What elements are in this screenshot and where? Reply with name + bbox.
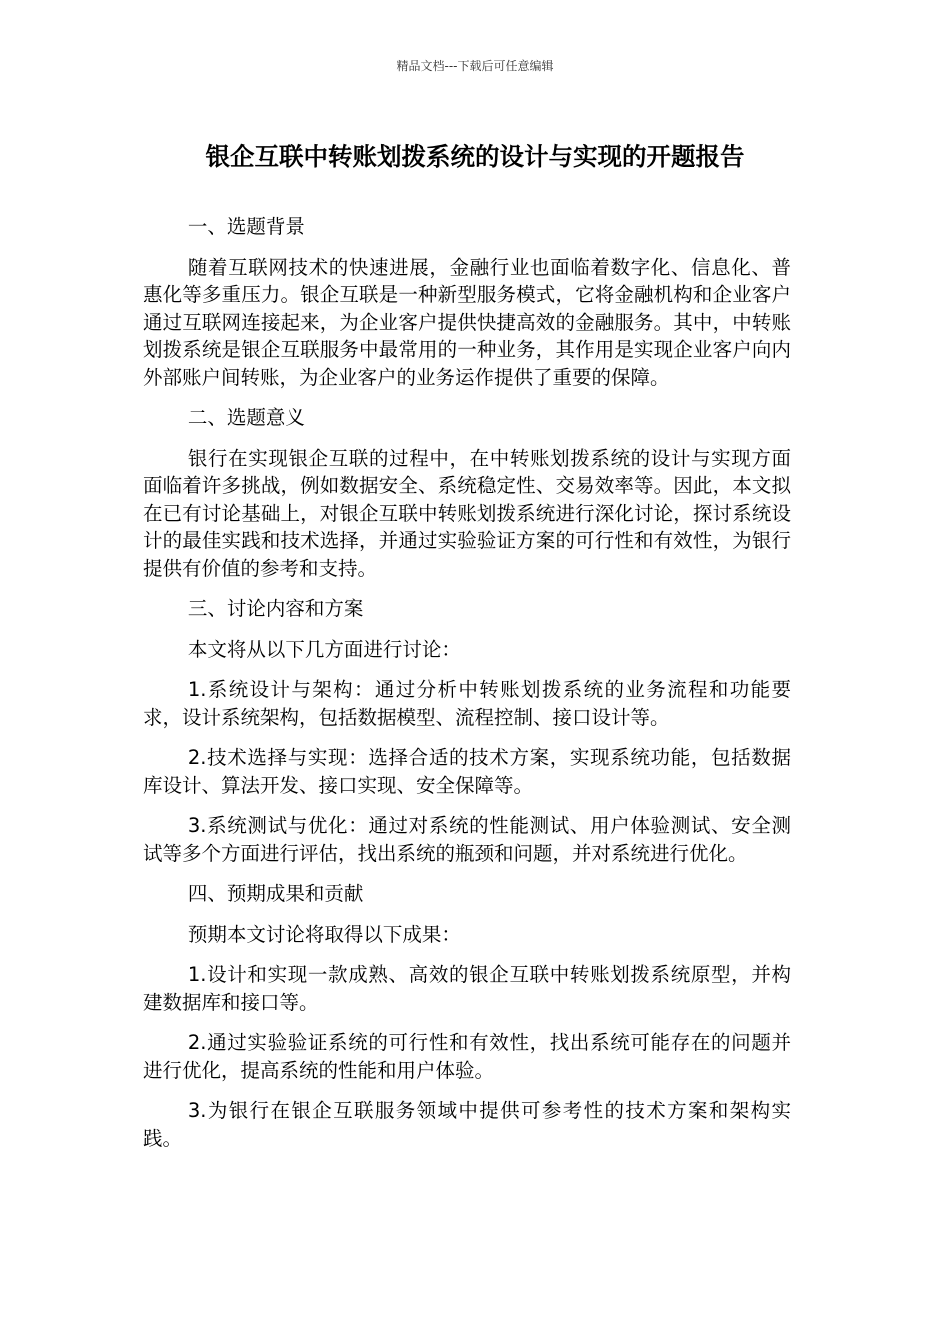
section-heading-significance: 二、选题意义: [187, 406, 305, 429]
section-heading-content: 三、讨论内容和方案: [187, 597, 364, 620]
paragraph-outcomes-intro: 预期本文讨论将取得以下成果：: [187, 922, 461, 946]
paragraph-background: 随着互联网技术的快速进展，金融行业也面临着数字化、信息化、普惠化等多重压力。银企互联是一种新型服务模式，它将金融机构和企业客户通过互联网连接起来，为企业客户提供快捷高效的金融服务。其中，中转账划拨系统是银企互联服务中最常用的一种业务，其作用是实现企业客户向内外部账户间转账，为企业客户的业务运作提供了重要的保障。: [143, 255, 791, 389]
document-body: [143, 213, 791, 1165]
section-heading-outcomes: 四、预期成果和贡献: [187, 882, 364, 905]
section-heading-background: 一、选题背景: [187, 215, 305, 238]
list-item-content-2: 2.技术选择与实现：选择合适的技术方案，实现系统功能，包括数据库设计、算法开发、接口实现、安全保障等。: [143, 746, 791, 797]
list-item-outcome-2: 2.通过实验验证系统的可行性和有效性，找出系统可能存在的问题并进行优化，提高系统的性能和用户体验。: [143, 1031, 791, 1082]
paragraph-content-intro: 本文将从以下几方面进行讨论：: [187, 637, 461, 661]
list-item-outcome-1: 1.设计和实现一款成熟、高效的银企互联中转账划拨系统原型，并构建数据库和接口等。: [143, 963, 791, 1014]
paragraph-significance: 银行在实现银企互联的过程中，在中转账划拨系统的设计与实现方面面临着许多挑战，例如数据安全、系统稳定性、交易效率等。因此，本文拟在已有讨论基础上，对银企互联中转账划拨系统进行深化讨论，探讨系统设计的最佳实践和技术选择，并通过实验验证方案的可行性和有效性，为银行提供有价值的参考和支持。: [143, 446, 791, 580]
list-item-outcome-3: 3.为银行在银企互联服务领域中提供可参考性的技术方案和架构实践。: [143, 1099, 791, 1150]
document-title: 银企互联中转账划拨系统的设计与实现的开题报告: [205, 142, 745, 171]
list-item-content-1: 1.系统设计与架构：通过分析中转账划拨系统的业务流程和功能要求，设计系统架构，包括数据模型、流程控制、接口设计等。: [143, 678, 791, 729]
list-item-content-3: 3.系统测试与优化：通过对系统的性能测试、用户体验测试、安全测试等多个方面进行评估，找出系统的瓶颈和问题，并对系统进行优化。: [143, 814, 791, 865]
page-header: 精品文档---下载后可任意编辑: [396, 59, 554, 73]
